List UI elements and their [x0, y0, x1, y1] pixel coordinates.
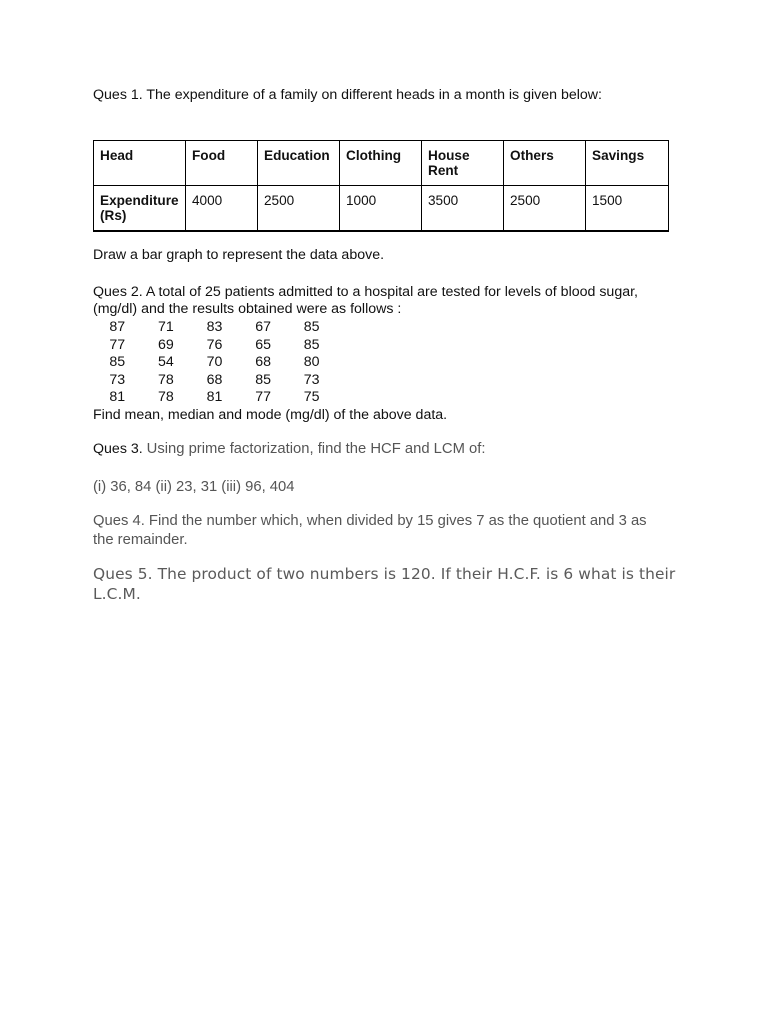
q4-line-1: Ques 4. Find the number which, when divided by 15 gives 7 as the quotient and 3 as	[93, 513, 647, 529]
q3-label: Ques 3.	[93, 441, 143, 457]
q2-line-1: Ques 2. A total of 25 patients admitted to a hospital are tested for levels of blood sugar,	[93, 284, 638, 300]
table-header-cell: House Rent	[422, 141, 504, 186]
table-cell: 1500	[586, 186, 669, 232]
q5-line-1: Ques 5. The product of two numbers is 120. If their H.C.F. is 6 what is their	[93, 565, 676, 583]
q5-line-2: L.C.M.	[93, 585, 141, 603]
data-value: 76	[206, 336, 223, 353]
q3-parts: (i) 36, 84 (ii) 23, 31 (iii) 96, 404	[93, 479, 295, 495]
table-row	[94, 186, 669, 232]
data-row	[93, 337, 336, 355]
data-value: 77	[255, 389, 271, 406]
data-value: 85	[303, 336, 320, 353]
expenditure-table	[93, 140, 669, 232]
data-value: 67	[255, 319, 271, 335]
blood-sugar-data-grid	[93, 319, 336, 407]
data-value: 71	[158, 319, 174, 335]
q2-task: Find mean, median and mode (mg/dl) of the above data.	[93, 407, 448, 423]
table-row-header: Expenditure(Rs)	[94, 186, 186, 232]
data-value: 68	[206, 371, 223, 388]
data-value: 85	[303, 319, 320, 335]
q1-prompt: Ques 1. The expenditure of a family on different heads in a month is given below:	[93, 87, 602, 103]
table-header-cell: Head	[94, 141, 186, 186]
data-value: 81	[206, 389, 223, 406]
q4-line-2: the remainder.	[93, 532, 188, 548]
table-header-cell: Others	[504, 141, 586, 186]
q1-task: Draw a bar graph to represent the data above.	[93, 247, 385, 263]
table-header-cell: Food	[186, 141, 258, 186]
data-value: 73	[303, 371, 320, 388]
table-cell: 3500	[422, 186, 504, 232]
data-value: 68	[255, 354, 271, 371]
data-row	[93, 354, 336, 372]
data-value: 85	[255, 371, 271, 388]
table-cell: 2500	[504, 186, 586, 232]
table-cell: 1000	[340, 186, 422, 232]
data-value: 80	[303, 354, 320, 371]
table-header-cell: Savings	[586, 141, 669, 186]
data-value: 78	[158, 371, 174, 388]
data-value: 83	[206, 319, 223, 335]
table-cell: 2500	[258, 186, 340, 232]
q3-question	[93, 441, 485, 458]
data-value: 78	[158, 389, 174, 406]
data-value: 75	[303, 389, 320, 406]
table-header-cell: Education	[258, 141, 340, 186]
data-row	[93, 389, 336, 407]
data-value: 87	[109, 319, 126, 335]
data-value: 65	[255, 336, 271, 353]
data-value: 85	[109, 354, 126, 371]
data-value: 81	[109, 389, 126, 406]
table-cell: 4000	[186, 186, 258, 232]
data-value: 69	[158, 336, 174, 353]
table-header-row	[94, 141, 669, 186]
table-header-cell: Clothing	[340, 141, 422, 186]
data-row	[93, 372, 336, 390]
data-value: 77	[109, 336, 126, 353]
data-value: 73	[109, 371, 126, 388]
data-row	[93, 319, 336, 337]
data-value: 70	[206, 354, 223, 371]
q3-text: Using prime factorization, find the HCF and LCM of:	[146, 441, 486, 457]
data-value: 54	[158, 354, 174, 371]
q2-line-2: (mg/dl) and the results obtained were as follows :	[93, 301, 402, 317]
